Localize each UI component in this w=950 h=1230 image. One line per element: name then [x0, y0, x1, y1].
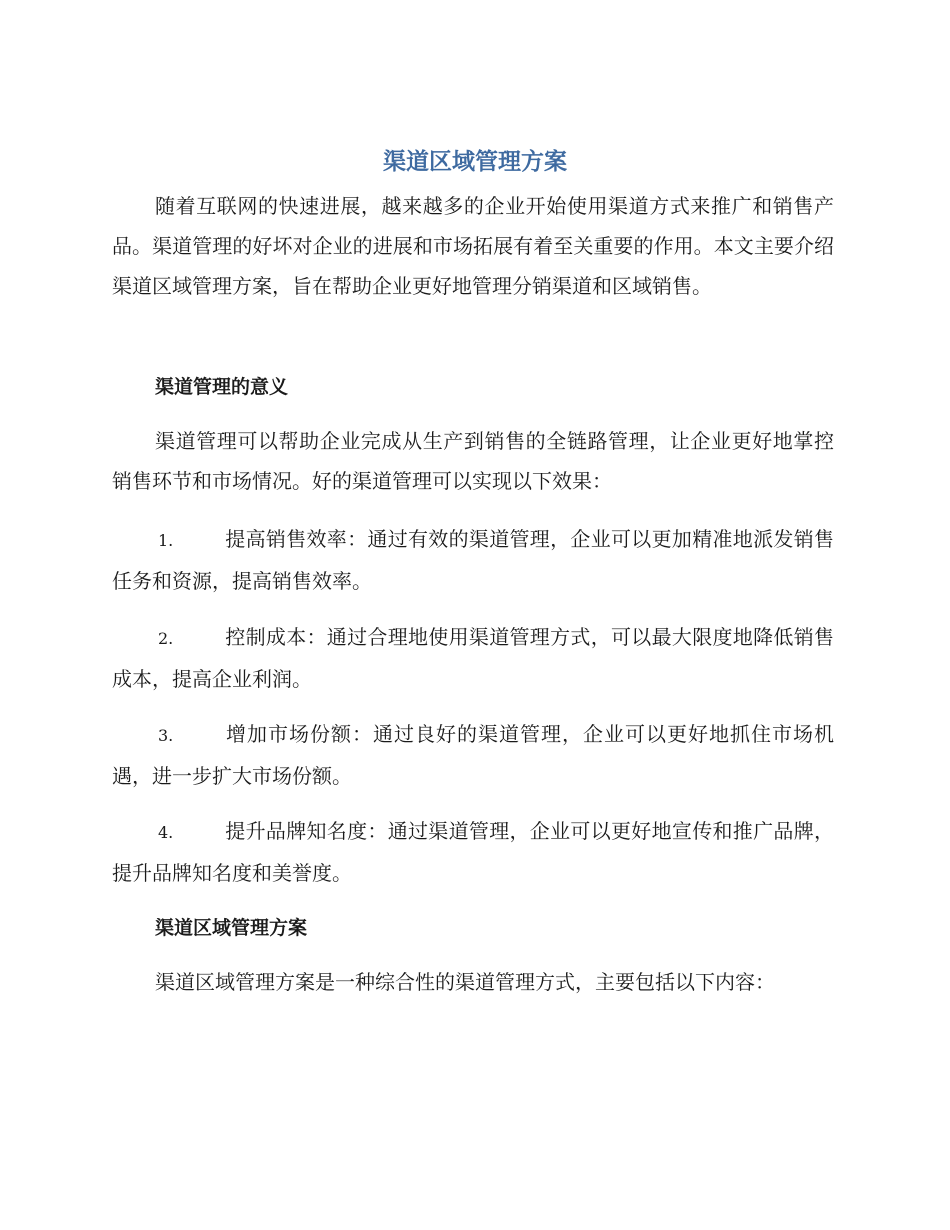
intro-paragraph: 随着互联网的快速进展，越来越多的企业开始使用渠道方式来推广和销售产品。渠道管理的好坏对企业的进展和市场拓展有着至关重要的作用。本文主要介绍渠道区域管理方案，旨在帮助企业更好地管理分销渠道和区域销售。	[112, 194, 834, 298]
list-item-number: 2.	[158, 629, 174, 648]
section-heading-significance: 渠道管理的意义	[155, 376, 289, 398]
list-item	[112, 519, 834, 601]
list-item-text: 控制成本：通过合理地使用渠道管理方式，可以最大限度地降低销售成本，提高企业利润。	[112, 625, 834, 691]
section-heading-plan: 渠道区域管理方案	[155, 917, 308, 939]
list-item-number: 3.	[158, 726, 174, 745]
list-item-number: 1.	[158, 531, 174, 550]
list-item-text: 提升品牌知名度：通过渠道管理，企业可以更好地宣传和推广品牌，提升品牌知名度和美誉度。	[112, 819, 834, 885]
list-item-number: 4.	[158, 823, 174, 842]
list-item	[112, 617, 834, 699]
list-item	[112, 714, 834, 796]
list-item-text: 增加市场份额：通过良好的渠道管理，企业可以更好地抓住市场机遇，进一步扩大市场份额。	[112, 722, 834, 788]
list-item-text: 提高销售效率：通过有效的渠道管理，企业可以更加精准地派发销售任务和资源，提高销售效率。	[112, 527, 834, 593]
plan-paragraph: 渠道区域管理方案是一种综合性的渠道管理方式，主要包括以下内容：	[155, 970, 775, 994]
significance-paragraph: 渠道管理可以帮助企业完成从生产到销售的全链路管理，让企业更好地掌控销售环节和市场情况。好的渠道管理可以实现以下效果：	[112, 429, 834, 493]
document-title: 渠道区域管理方案	[383, 149, 567, 175]
list-item	[112, 811, 834, 893]
